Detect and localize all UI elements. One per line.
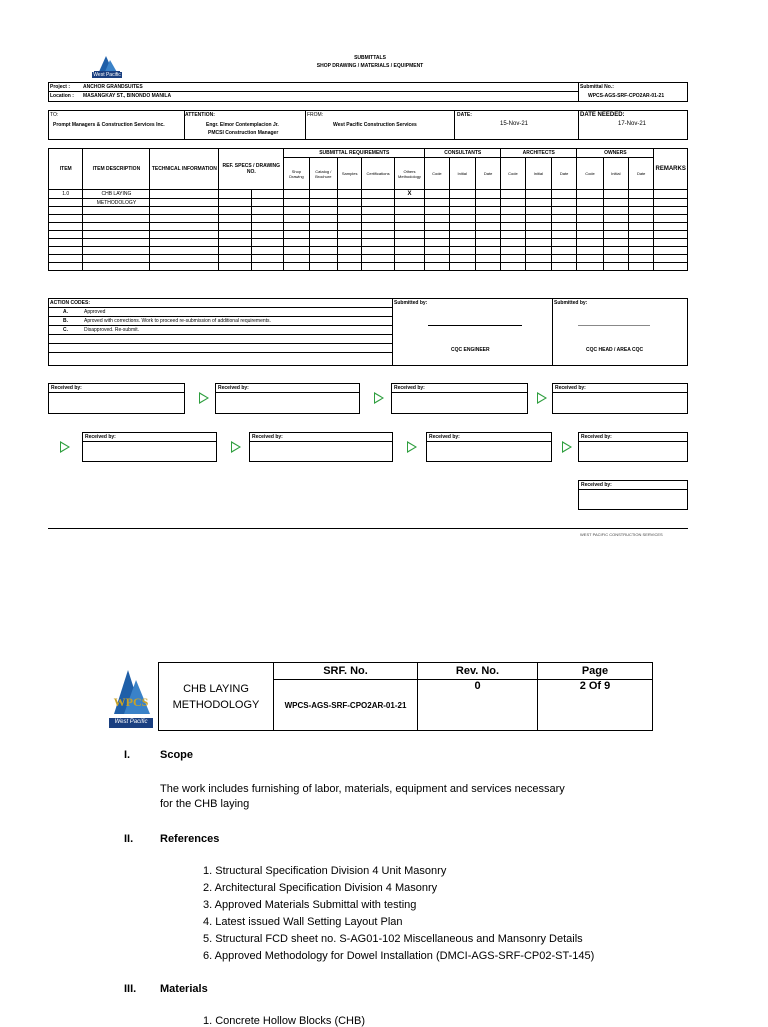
col-date: Date	[475, 158, 500, 190]
section-number: I.	[124, 749, 131, 761]
submittal-no-label: Submittal No.:	[580, 84, 614, 90]
code-b-text: Aproved with corrections. Work to proceed re-submission of additional requirements.	[84, 318, 271, 324]
signature-line	[578, 325, 650, 326]
footer-divider	[48, 528, 688, 529]
received-box: Received by:	[249, 432, 393, 462]
col-date: Date	[551, 158, 576, 190]
col-others: Others Methodology	[394, 158, 424, 190]
col-shop-drawing: Shop Drawing	[284, 158, 309, 190]
row-description: CHB LAYING	[83, 190, 150, 199]
col-initial: Initial	[525, 158, 551, 190]
code-b: B.	[63, 318, 68, 324]
col-description: ITEM DESCRIPTION	[83, 149, 150, 190]
submittal-no-value: WPCS-AGS-SRF-CPO2AR-01-21	[588, 93, 665, 99]
col-consultants: CONSULTANTS	[425, 149, 501, 158]
form-subtitle: SHOP DRAWING / MATERIALS / EQUIPMENT	[316, 63, 424, 69]
received-box: Received by:	[82, 432, 217, 462]
reference-item: 2. Architectural Specification Division 4 Masonry	[203, 882, 438, 894]
code-c: C.	[63, 327, 68, 333]
col-code: Code	[577, 158, 603, 190]
logo-tagline: West Pacific	[114, 719, 148, 725]
reference-item: 5. Structural FCD sheet no. S-AG01-102 Miscellaneous and Mansonry Details	[203, 933, 583, 945]
section-title: References	[160, 833, 220, 845]
material-item: 1. Concrete Hollow Blocks (CHB)	[203, 1015, 365, 1027]
date-value: 15-Nov-21	[500, 121, 529, 127]
reference-item: 1. Structural Specification Division 4 Unit Masonry	[203, 865, 447, 877]
row-mark: X	[394, 190, 424, 199]
col-code: Code	[425, 158, 449, 190]
arrow-icon	[407, 441, 417, 453]
to-value: Prompt Managers & Construction Services Inc.	[53, 122, 165, 128]
col-item: ITEM	[49, 149, 83, 190]
rev-no-value: 0	[418, 680, 538, 731]
col-submittal-requirements: SUBMITTAL REQUIREMENTS	[284, 149, 425, 158]
attention-title: PMCSI Construction Manager	[208, 130, 279, 136]
received-box: Received by:	[215, 383, 360, 414]
srf-no-value: WPCS-AGS-SRF-CPO2AR-01-21	[274, 680, 418, 731]
col-code: Code	[501, 158, 525, 190]
col-catalog: Catalog / Brochure	[309, 158, 337, 190]
date-needed-value: 17-Nov-21	[618, 121, 647, 127]
page-value: 2 Of 9	[538, 680, 653, 731]
project-label: Project :	[50, 84, 71, 90]
rev-no-label: Rev. No.	[418, 663, 538, 680]
from-value: West Pacific Construction Services	[333, 122, 417, 128]
attention-label: ATTENTION:	[185, 112, 215, 118]
col-technical-info: TECHNICAL INFORMATION	[150, 149, 219, 190]
signature-line	[428, 325, 522, 326]
table-row	[49, 199, 688, 207]
col-initial: Initial	[603, 158, 628, 190]
col-remarks: REMARKS	[654, 149, 688, 190]
to-label: TO:	[50, 112, 59, 118]
location-label: Location :	[50, 93, 74, 99]
arrow-icon	[231, 441, 241, 453]
reference-item: 6. Approved Methodology for Dowel Installation (DMCI-AGS-SRF-CP02-ST-145)	[203, 950, 595, 962]
submittal-table	[48, 148, 688, 271]
col-samples: Samples	[338, 158, 362, 190]
section-number: III.	[124, 983, 137, 995]
doc-title-line1: CHB LAYING	[183, 682, 249, 695]
received-box: Received by:	[578, 480, 688, 510]
code-a: A.	[63, 309, 68, 315]
date-label: DATE:	[457, 112, 472, 118]
section-title: Scope	[160, 749, 194, 761]
footer-company: WEST PACIFIC CONSTRUCTION SERVICES	[580, 532, 663, 537]
received-box: Received by:	[391, 383, 528, 414]
form-title: SUBMITTALS	[354, 55, 386, 61]
location-value: MASANGKAY ST., BINONDO MANILA	[83, 93, 172, 99]
arrow-icon	[199, 392, 209, 404]
code-a-text: Approved	[84, 309, 106, 315]
scope-text: for the CHB laying	[160, 798, 250, 810]
section-title: Materials	[160, 983, 208, 995]
col-initial: Initial	[449, 158, 475, 190]
arrow-icon	[562, 441, 572, 453]
srf-no-label: SRF. No.	[274, 663, 418, 680]
reference-item: 3. Approved Materials Submittal with testing	[203, 899, 417, 911]
col-certifications: Certifications	[362, 158, 394, 190]
document-header-table	[158, 662, 653, 731]
received-box: Received by:	[426, 432, 552, 462]
received-box: Received by:	[578, 432, 688, 462]
doc-title-line2: METHODOLOGY	[172, 698, 260, 711]
received-box: Received by:	[48, 383, 185, 414]
date-needed-label: DATE NEEDED:	[580, 112, 625, 118]
row-description-cont: METHODOLOGY	[83, 199, 150, 207]
row-item: 1.0	[49, 190, 83, 199]
svg-text:WPCS: WPCS	[113, 695, 149, 709]
col-architects: ARCHITECTS	[501, 149, 577, 158]
section-number: II.	[124, 833, 134, 845]
code-c-text: Disapproved. Re-submit.	[84, 327, 140, 333]
col-ref-specs: REF. SPECS / DRAWING NO.	[219, 149, 284, 190]
table-row	[49, 190, 688, 199]
from-label: FROM:	[307, 112, 324, 118]
logo-tagline: West Pacific	[93, 72, 121, 78]
attention-name: Engr. Elmor Contemplacion Jr.	[206, 122, 279, 128]
submitted-by-label: Submitted by:	[394, 300, 428, 306]
received-box: Received by:	[552, 383, 688, 414]
scope-text: The work includes furnishing of labor, materials, equipment and services necessary	[160, 783, 565, 795]
cqc-engineer: CQC ENGINEER	[451, 347, 490, 353]
action-codes-box	[48, 298, 688, 366]
col-date: Date	[629, 158, 654, 190]
submitted-by-label: Submitted by:	[554, 300, 588, 306]
page-label: Page	[538, 663, 653, 680]
col-owners: OWNERS	[577, 149, 654, 158]
project-value: ANCHOR GRANDSUITES	[83, 84, 143, 90]
arrow-icon	[60, 441, 70, 453]
arrow-icon	[374, 392, 384, 404]
cqc-head: CQC HEAD / AREA CQC	[586, 347, 644, 353]
arrow-icon	[537, 392, 547, 404]
action-codes-title: ACTION CODES:	[50, 300, 90, 306]
reference-item: 4. Latest issued Wall Setting Layout Plan	[203, 916, 403, 928]
